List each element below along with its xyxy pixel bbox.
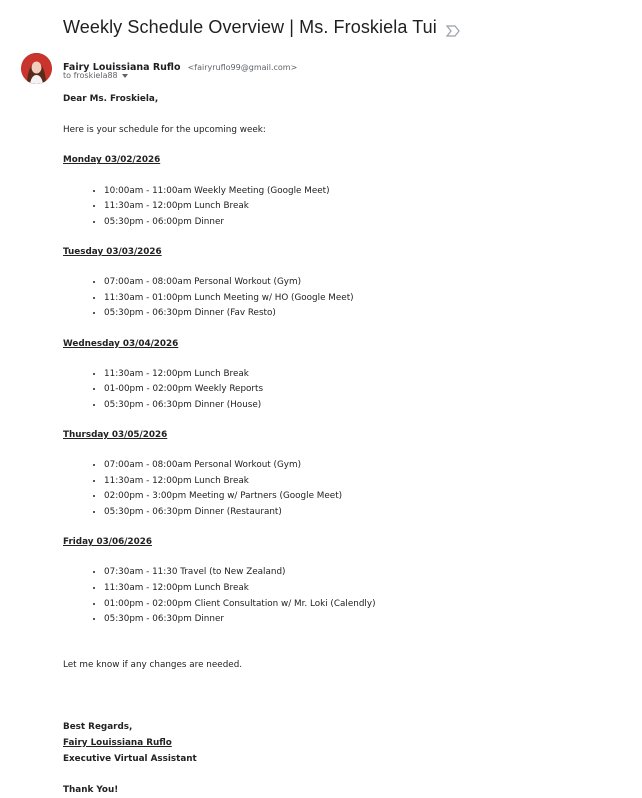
day-heading-friday: Friday 03/06/2026 — [63, 537, 152, 548]
signature-name-link[interactable]: Fairy Louissiana Ruflo — [63, 737, 172, 748]
list-item: • 10:00am - 11:00am Weekly Meeting (Google Meet) — [104, 184, 623, 200]
sender-avatar[interactable] — [21, 53, 52, 84]
closing-note: Let me know if any changes are needed. — [63, 659, 243, 670]
email-subject-row — [63, 17, 461, 38]
schedule-list-monday — [63, 184, 623, 231]
schedule-list-thursday — [63, 458, 623, 520]
list-item: • 11:30am - 12:00pm Lunch Break — [104, 581, 623, 597]
list-item: • 05:30pm - 06:00pm Dinner — [104, 215, 623, 231]
list-item: • 07:00am - 08:00am Personal Workout (Gym) — [104, 458, 623, 474]
list-item: • 01:00pm - 02:00pm Client Consultation w/ Mr. Loki (Calendly) — [104, 597, 623, 613]
list-item: • 07:00am - 08:00am Personal Workout (Gym) — [104, 275, 623, 291]
day-heading-thursday: Thursday 03/05/2026 — [63, 430, 168, 441]
list-item: • 11:30am - 01:00pm Lunch Meeting w/ HO (Google Meet) — [104, 291, 623, 307]
email-subject: Weekly Schedule Overview | Ms. Froskiela Tui — [63, 17, 437, 37]
recipient-label: to froskiela88 — [63, 71, 118, 80]
signoff: Best Regards, — [63, 722, 133, 733]
list-item: • 05:30pm - 06:30pm Dinner — [104, 612, 623, 628]
list-item: • 02:00pm - 3:00pm Meeting w/ Partners (Google Meet) — [104, 489, 623, 505]
signature-title: Executive Virtual Assistant — [63, 753, 197, 764]
day-heading-tuesday: Tuesday 03/03/2026 — [63, 246, 162, 257]
list-item: • 11:30am - 12:00pm Lunch Break — [104, 474, 623, 490]
schedule-list-tuesday — [63, 275, 623, 322]
schedule-list-friday — [63, 565, 623, 627]
list-item: • 05:30pm - 06:30pm Dinner (Fav Resto) — [104, 306, 623, 322]
list-item: • 11:30am - 12:00pm Lunch Break — [104, 199, 623, 215]
schedule-list-wednesday — [63, 367, 623, 414]
list-item: • 05:30pm - 06:30pm Dinner (House) — [104, 398, 623, 414]
sender-email: <fairyruflo99@gmail.com> — [187, 63, 298, 72]
list-item: • 05:30pm - 06:30pm Dinner (Restaurant) — [104, 505, 623, 521]
sender-name[interactable]: Fairy Louissiana Ruflo — [63, 62, 181, 73]
greeting: Dear Ms. Froskiela, — [63, 94, 159, 104]
thanks: Thank You! — [63, 784, 119, 795]
day-heading-wednesday: Wednesday 03/04/2026 — [63, 338, 179, 349]
email-body — [63, 92, 623, 798]
intro-text: Here is your schedule for the upcoming week: — [63, 125, 266, 136]
list-item: • 07:30am - 11:30 Travel (to New Zealand) — [104, 565, 623, 581]
list-item: • 01-00pm - 02:00pm Weekly Reports — [104, 382, 623, 398]
list-item: • 11:30am - 12:00pm Lunch Break — [104, 367, 623, 383]
label-important-icon[interactable] — [446, 22, 461, 34]
day-heading-monday: Monday 03/02/2026 — [63, 155, 161, 166]
recipient-details[interactable] — [63, 71, 128, 80]
chevron-down-icon[interactable] — [122, 74, 128, 78]
